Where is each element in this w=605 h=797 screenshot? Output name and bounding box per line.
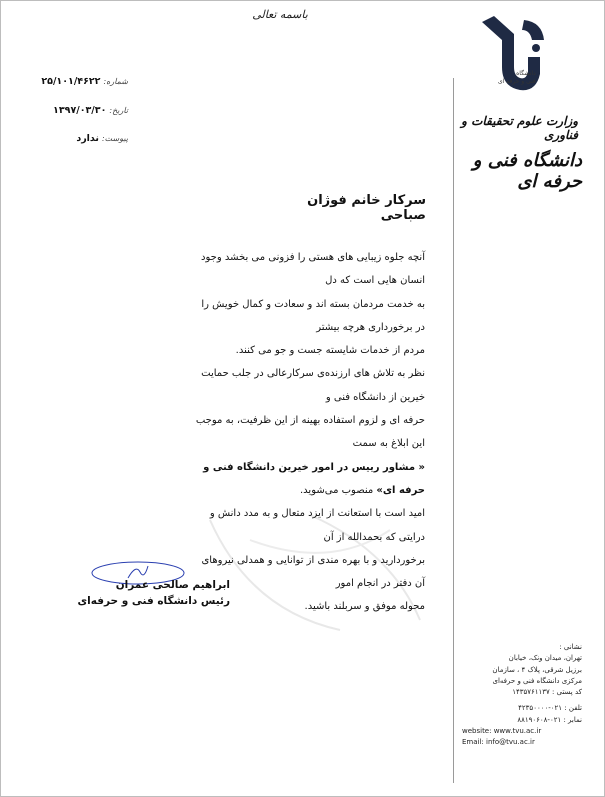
body-line: مردم از خدمات شایسته جست و جو می کنند.	[235, 345, 425, 357]
body-line: نظر به تلاش های ارزنده‌ی سرکارعالی در جلب حمایت خیرین از دانشگاه فنی و	[201, 368, 425, 403]
appointment-title: « مشاور رییس در امور خیرین دانشگاه فنی و حرفه ای»	[203, 461, 425, 496]
phone	[462, 703, 582, 714]
university-name: دانشگاه فنی و حرفه ای	[472, 150, 582, 192]
body-line: برخوردارید و با بهره مندی از توانایی و همدلی نیروهای آن دفتر در انجام امور	[201, 554, 425, 590]
postal-value: ۱۴۳۵۷۶۱۱۳۷	[512, 688, 550, 697]
body-line: به خدمت مردمان بسته اند و سعادت و کمال خویش را در برخورداری هرچه بیشتر	[201, 298, 425, 333]
letter-number	[28, 75, 128, 88]
body-line: امید است با استعانت از ایزد متعال و به مدد دانش و درایتی که بحمدالله از آن	[209, 508, 425, 543]
postal-label: کد پستی :	[552, 688, 582, 697]
body-line: محوله موفق و سربلند باشید.	[304, 601, 425, 613]
phone-value: ۰۲۱-۴۲۳۵۰۰۰۰	[518, 704, 563, 713]
body-line: آنچه جلوه زیبایی های هستی را فزونی می بخشد وجود انسان هایی است که دل	[201, 252, 425, 287]
address-line: تهران، میدان ونک، خیابان	[508, 654, 582, 663]
ministry-name: وزارت علوم تحقیقات و فناوری	[461, 114, 578, 142]
attachment-label: پیوست:	[101, 134, 128, 143]
appointment-rest: منصوب می‌شوید.	[299, 484, 377, 496]
letter-date	[28, 104, 128, 117]
fax-label: نمابر :	[563, 715, 582, 724]
letter-attachment	[28, 132, 128, 145]
letter-body	[190, 246, 425, 619]
body-line: حرفه ای و لزوم استفاده بهینه از این ظرفیت، به موجب این ابلاغ به سمت	[195, 415, 425, 450]
bismillah: باسمه تعالی	[252, 8, 308, 21]
attachment-value: ندارد	[76, 133, 99, 144]
address-label: نشانی :	[559, 643, 582, 651]
signer-title: رئیس دانشگاه فنی و حرفه‌ای	[77, 595, 230, 607]
phone-label: تلفن :	[564, 704, 582, 713]
addressee: سرکار خانم فوژان صباحی	[307, 193, 426, 223]
email: Email: info@tvu.ac.ir	[462, 738, 535, 747]
number-value: ۲۵/۱۰۱/۴۶۲۲	[41, 76, 101, 87]
body-line	[190, 456, 425, 503]
logo-caption	[498, 70, 536, 86]
logo-caption-line2: فنی و حرفه ای	[498, 78, 536, 85]
vertical-rule	[453, 78, 454, 783]
date-label: تاریخ:	[109, 106, 128, 115]
contact-info	[462, 642, 582, 749]
number-label: شماره:	[103, 77, 128, 86]
address-line: برزیل شرقی، پلاک ۴ ، سازمان	[492, 665, 582, 674]
university-logo	[472, 12, 552, 107]
address-line: مرکزی دانشگاه فنی و حرفه‌ای	[492, 676, 582, 685]
logo-caption-line1: دانشگاه	[516, 70, 536, 77]
signer-block	[60, 577, 230, 609]
signer-name: ابراهیم صالحی عمران	[115, 579, 230, 591]
date-value: ۱۳۹۷/۰۳/۳۰	[53, 105, 107, 116]
fax-value: ۰۲۱-۸۸۱۹۰۶۰۸	[517, 715, 562, 724]
website: website: www.tvu.ac.ir	[462, 727, 542, 736]
fax	[462, 715, 582, 726]
postal-code	[462, 687, 582, 698]
